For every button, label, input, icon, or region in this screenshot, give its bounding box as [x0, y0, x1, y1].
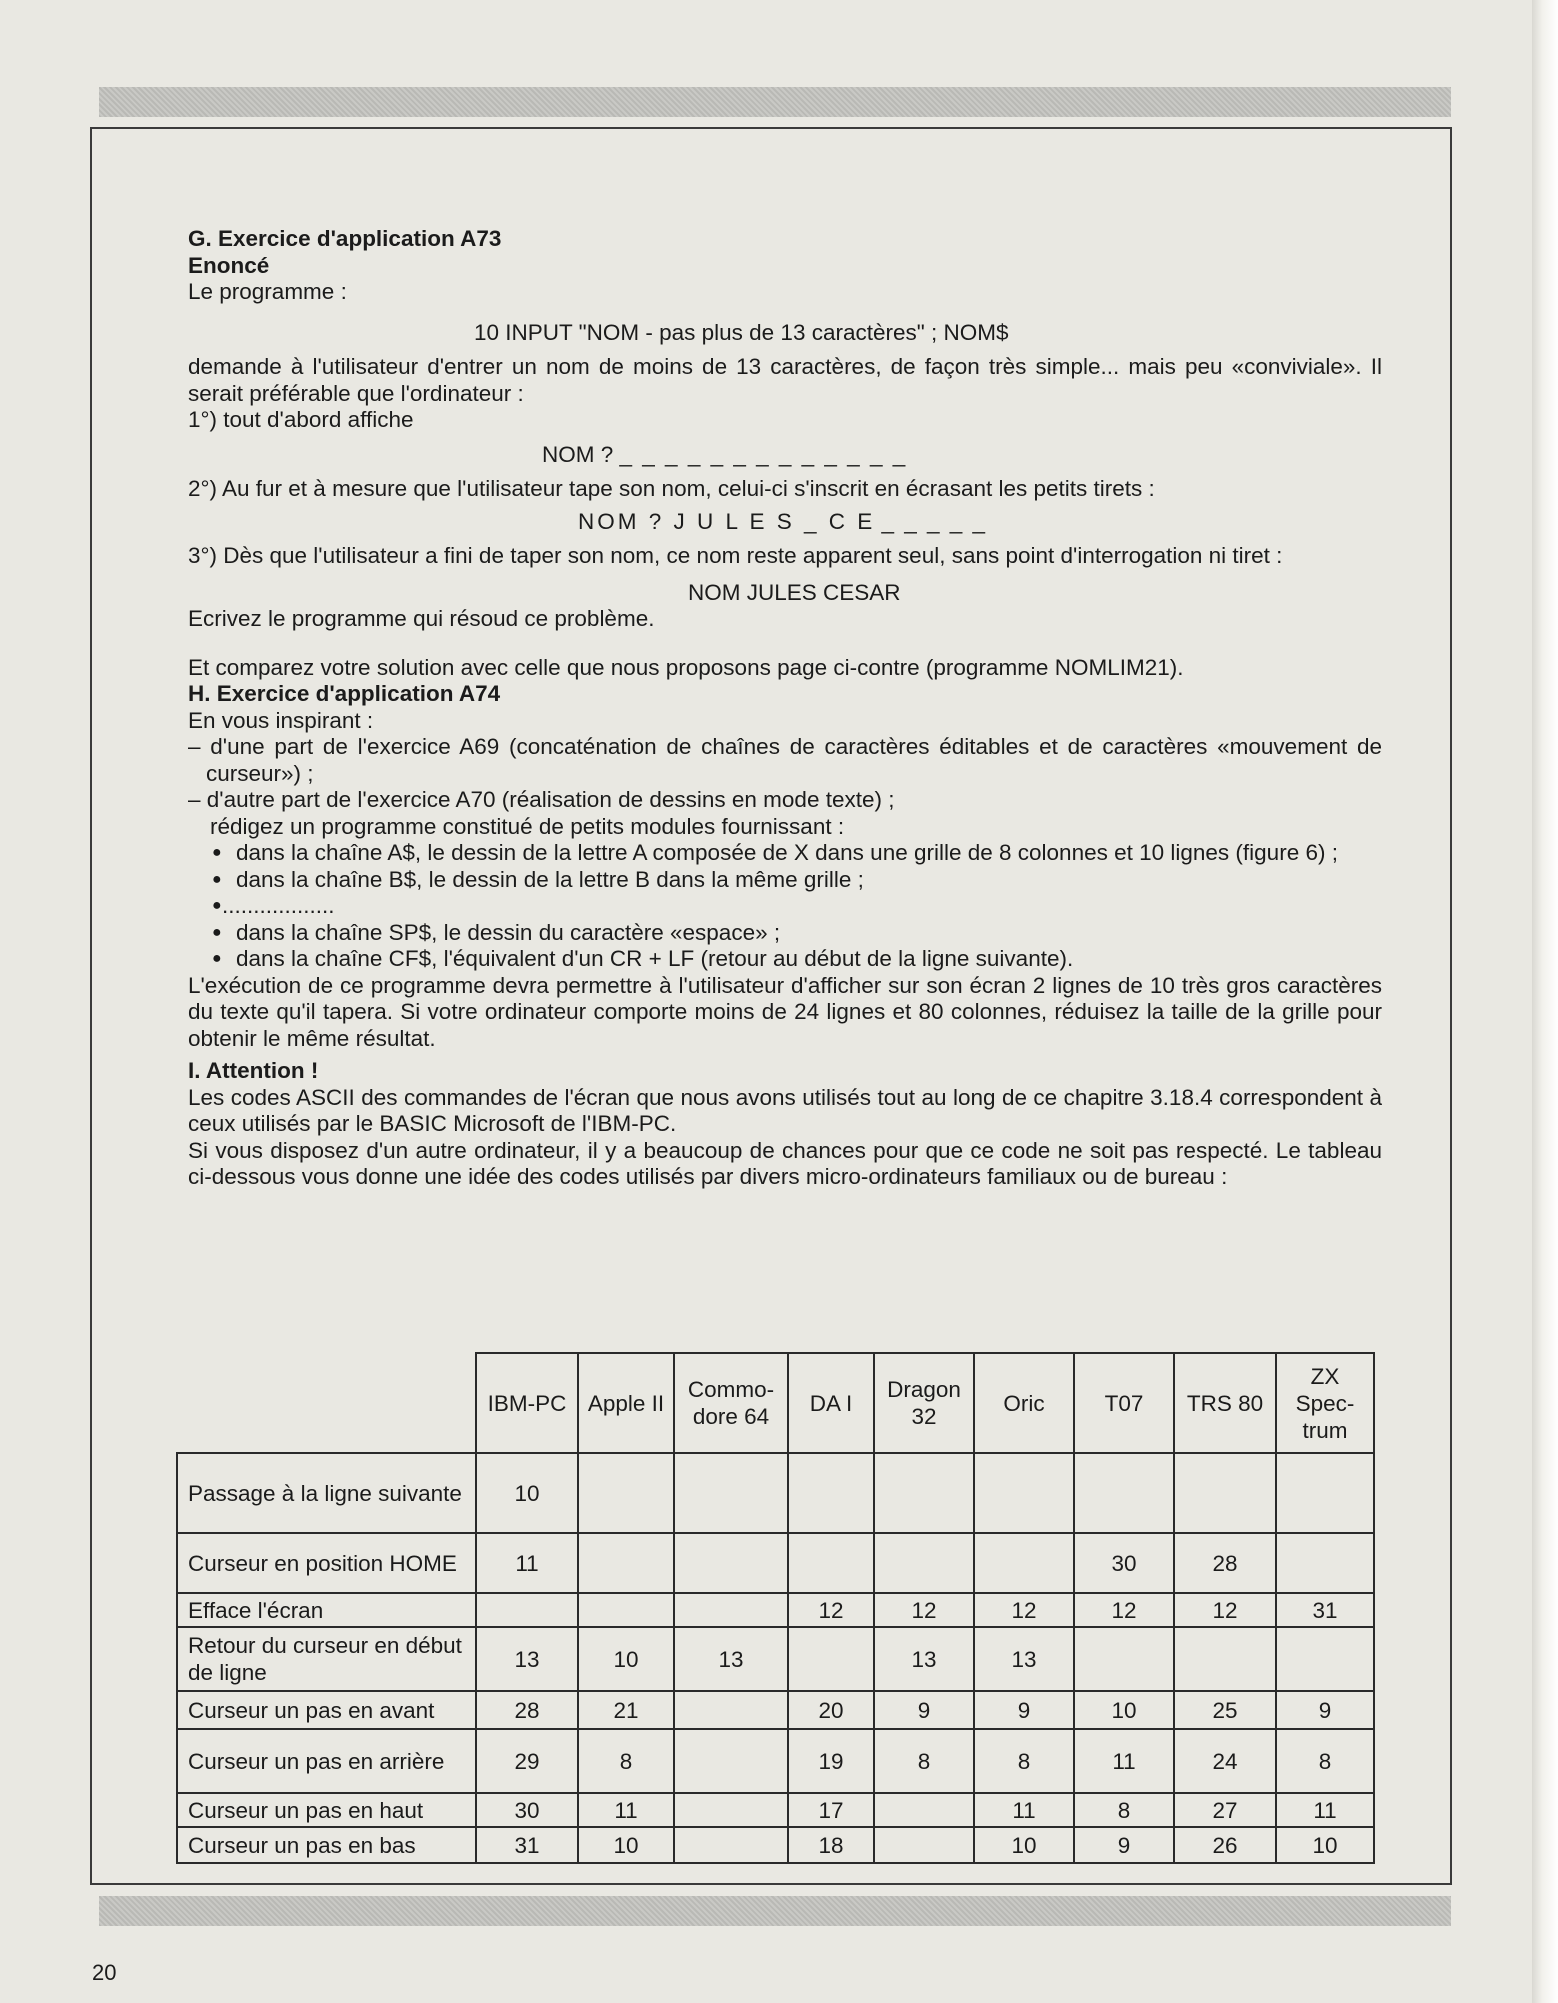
table-corner — [177, 1353, 476, 1453]
section-g-intro: Le programme : — [188, 279, 347, 304]
table-row — [177, 1627, 1374, 1691]
table-row — [177, 1827, 1374, 1863]
section-h-para: L'exécution de ce programme devra permettre à l'utilisateur d'afficher sur son écran 2 lignes de 10 très gros caractères du texte qu'il tapera. Si votre ordinateur comporte moins de 24 lignes et 80 colonnes, réduisez la taille de la grille pour obtenir le même résultat. — [188, 972, 1382, 1051]
table-cell: 12 — [874, 1593, 974, 1627]
table-cell — [578, 1453, 674, 1533]
example-2-dashes: _ _ _ _ _ — [881, 508, 988, 534]
table-cell — [674, 1453, 788, 1533]
instruction: Ecrivez le programme qui résoud ce problème. — [188, 606, 655, 631]
section-h-intro: En vous inspirant : — [188, 707, 374, 733]
row-label: Retour du curseur en début de ligne — [177, 1627, 476, 1691]
compare-text: Et comparez votre solution avec celle que nous proposons page ci-contre (programme NOMLIM21). — [188, 654, 1184, 680]
section-h-item-1: – d'une part de l'exercice A69 (concaténation de chaînes de caractères éditables et de caractères «mouvement de curseur») ; — [188, 734, 1382, 786]
page-number: 20 — [92, 1960, 117, 1985]
table-cell: 8 — [974, 1729, 1074, 1793]
table-row — [177, 1691, 1374, 1729]
column-header: IBM-PC — [476, 1353, 578, 1453]
table-cell: 20 — [788, 1691, 874, 1729]
table-cell: 13 — [974, 1627, 1074, 1691]
table-cell — [674, 1793, 788, 1827]
table-cell — [974, 1533, 1074, 1593]
page-edge — [1532, 0, 1558, 2003]
table-cell: 10 — [974, 1827, 1074, 1863]
table-cell — [788, 1627, 874, 1691]
example-2 — [188, 509, 1382, 536]
section-i-heading: I. Attention ! — [188, 1058, 319, 1083]
step-2: 2°) Au fur et à mesure que l'utilisateur tape son nom, celui-ci s'inscrit en écrasant les petits tirets : — [188, 476, 1155, 501]
table-cell — [1074, 1453, 1174, 1533]
table-cell — [1174, 1453, 1276, 1533]
table-cell: 28 — [1174, 1533, 1276, 1593]
table-cell: 11 — [476, 1533, 578, 1593]
bottom-gray-bar — [99, 1896, 1451, 1926]
table-cell: 10 — [476, 1453, 578, 1533]
table-cell — [578, 1533, 674, 1593]
section-g-heading: G. Exercice d'application A73 — [188, 226, 502, 251]
table-cell: 8 — [1276, 1729, 1374, 1793]
table-cell: 10 — [1074, 1691, 1174, 1729]
row-label: Curseur un pas en arrière — [177, 1729, 476, 1793]
spacer — [188, 346, 1382, 354]
spacer — [188, 535, 1382, 543]
table-cell — [674, 1729, 788, 1793]
table-cell: 10 — [1276, 1827, 1374, 1863]
column-header: Oric — [974, 1353, 1074, 1453]
bullet-item: ● dans la chaîne B$, le dessin de la lettre B dans la même grille ; — [188, 867, 1382, 894]
table-row — [177, 1793, 1374, 1827]
table-cell: 31 — [476, 1827, 578, 1863]
table-cell: 9 — [874, 1691, 974, 1729]
table-cell: 12 — [1074, 1593, 1174, 1627]
table-row — [177, 1729, 1374, 1793]
column-header: TRS 80 — [1174, 1353, 1276, 1453]
table-cell: 9 — [1074, 1827, 1174, 1863]
table-cell: 31 — [1276, 1593, 1374, 1627]
column-header: ZX Spec- trum — [1276, 1353, 1374, 1453]
table-cell — [1276, 1627, 1374, 1691]
table-cell — [674, 1691, 788, 1729]
row-label: Efface l'écran — [177, 1593, 476, 1627]
example-2-label: NOM ? J U L E S _ C E — [578, 508, 876, 534]
table-cell — [674, 1533, 788, 1593]
section-h-item-2: – d'autre part de l'exercice A70 (réalisation de dessins en mode texte) ; — [188, 787, 895, 812]
table-cell: 25 — [1174, 1691, 1276, 1729]
bullet-item: ● dans la chaîne A$, le dessin de la lettre A composée de X dans une grille de 8 colonnes et 10 lignes (figure 6) ; — [188, 840, 1382, 867]
section-i-para1: Les codes ASCII des commandes de l'écran que nous avons utilisés tout au long de ce chapitre 3.18.4 correspondent à ceux utilisés par le BASIC Microsoft de l'IBM-PC. — [188, 1084, 1382, 1136]
table-cell — [674, 1827, 788, 1863]
table-cell: 9 — [1276, 1691, 1374, 1729]
table-row — [177, 1453, 1374, 1533]
table-cell — [874, 1827, 974, 1863]
table-cell: 18 — [788, 1827, 874, 1863]
row-label: Curseur un pas en haut — [177, 1793, 476, 1827]
column-header: Dragon 32 — [874, 1353, 974, 1453]
example-1 — [188, 442, 1382, 469]
table-cell: 19 — [788, 1729, 874, 1793]
table-cell: 24 — [1174, 1729, 1276, 1793]
table-cell: 12 — [788, 1593, 874, 1627]
ascii-codes-table — [176, 1352, 1375, 1864]
table-cell: 11 — [1074, 1729, 1174, 1793]
section-h-item-3: rédigez un programme constitué de petits modules fournissant : — [210, 813, 845, 839]
table-cell: 11 — [1276, 1793, 1374, 1827]
example-1-label: NOM ? — [542, 441, 614, 467]
page-content — [188, 226, 1382, 1191]
table-cell — [788, 1533, 874, 1593]
row-label: Curseur un pas en avant — [177, 1691, 476, 1729]
table-cell — [874, 1453, 974, 1533]
table-cell: 29 — [476, 1729, 578, 1793]
table-cell: 10 — [578, 1627, 674, 1691]
table-cell — [1074, 1627, 1174, 1691]
section-g-subheading: Enoncé — [188, 252, 270, 278]
table-cell — [476, 1593, 578, 1627]
table-cell — [974, 1453, 1074, 1533]
spacer — [188, 633, 1382, 655]
table-cell: 13 — [476, 1627, 578, 1691]
table-cell: 28 — [476, 1691, 578, 1729]
table-cell: 26 — [1174, 1827, 1276, 1863]
table-cell: 30 — [476, 1793, 578, 1827]
table-cell: 8 — [578, 1729, 674, 1793]
spacer — [188, 434, 1382, 442]
table-cell: 10 — [578, 1827, 674, 1863]
bullet-item: ● dans la chaîne SP$, le dessin du caractère «espace» ; — [188, 920, 1382, 947]
spacer — [188, 468, 1382, 476]
step-3: 3°) Dès que l'utilisateur a fini de taper son nom, ce nom reste apparent seul, sans point d'interrogation ni tiret : — [188, 543, 1283, 568]
section-g-para1: demande à l'utilisateur d'entrer un nom de moins de 13 caractères, de façon très simple... mais peu «conviviale». Il serait préférable que l'ordinateur : — [188, 354, 1382, 406]
table-cell — [674, 1593, 788, 1627]
table-cell: 8 — [874, 1729, 974, 1793]
table-cell — [874, 1533, 974, 1593]
table-cell: 12 — [974, 1593, 1074, 1627]
column-header: DA I — [788, 1353, 874, 1453]
table-cell: 30 — [1074, 1533, 1174, 1593]
spacer — [188, 306, 1382, 320]
table-cell: 11 — [578, 1793, 674, 1827]
example-3: NOM JULES CESAR — [688, 579, 901, 605]
column-header: Apple II — [578, 1353, 674, 1453]
row-label: Curseur en position HOME — [177, 1533, 476, 1593]
section-h-heading: H. Exercice d'application A74 — [188, 681, 501, 706]
table-cell: 21 — [578, 1691, 674, 1729]
table-cell: 12 — [1174, 1593, 1276, 1627]
table-cell — [874, 1793, 974, 1827]
table-row — [177, 1593, 1374, 1627]
table-cell — [1174, 1627, 1276, 1691]
code-line: 10 INPUT "NOM - pas plus de 13 caractères" ; NOM$ — [474, 319, 1009, 345]
table-cell: 17 — [788, 1793, 874, 1827]
column-header: Commo- dore 64 — [674, 1353, 788, 1453]
row-label: Passage à la ligne suivante — [177, 1453, 476, 1533]
table-row — [177, 1533, 1374, 1593]
section-i-para2: Si vous disposez d'un autre ordinateur, il y a beaucoup de chances pour que ce code ne soit pas respecté. Le tableau ci-dessous vous donne une idée des codes utilisés par divers micro-ordinateurs familiaux ou de bureau : — [188, 1137, 1382, 1189]
example-1-dashes: _ _ _ _ _ _ _ _ _ _ _ _ _ — [619, 441, 908, 467]
row-label: Curseur un pas en bas — [177, 1827, 476, 1863]
column-header: T07 — [1074, 1353, 1174, 1453]
table-cell — [788, 1453, 874, 1533]
step-1: 1°) tout d'abord affiche — [188, 407, 414, 432]
table-header-row — [177, 1353, 1374, 1453]
bullet-item: ● .................. — [188, 893, 1382, 920]
table-cell: 11 — [974, 1793, 1074, 1827]
spacer — [188, 570, 1382, 580]
bullet-item: ● dans la chaîne CF$, l'équivalent d'un CR + LF (retour au début de la ligne suivante). — [188, 946, 1382, 973]
table-cell — [1276, 1453, 1374, 1533]
table-cell: 27 — [1174, 1793, 1276, 1827]
table-cell: 13 — [874, 1627, 974, 1691]
table-cell — [1276, 1533, 1374, 1593]
table-cell: 8 — [1074, 1793, 1174, 1827]
top-gray-bar — [99, 87, 1451, 117]
table-cell: 13 — [674, 1627, 788, 1691]
table-cell — [578, 1593, 674, 1627]
table-cell: 9 — [974, 1691, 1074, 1729]
